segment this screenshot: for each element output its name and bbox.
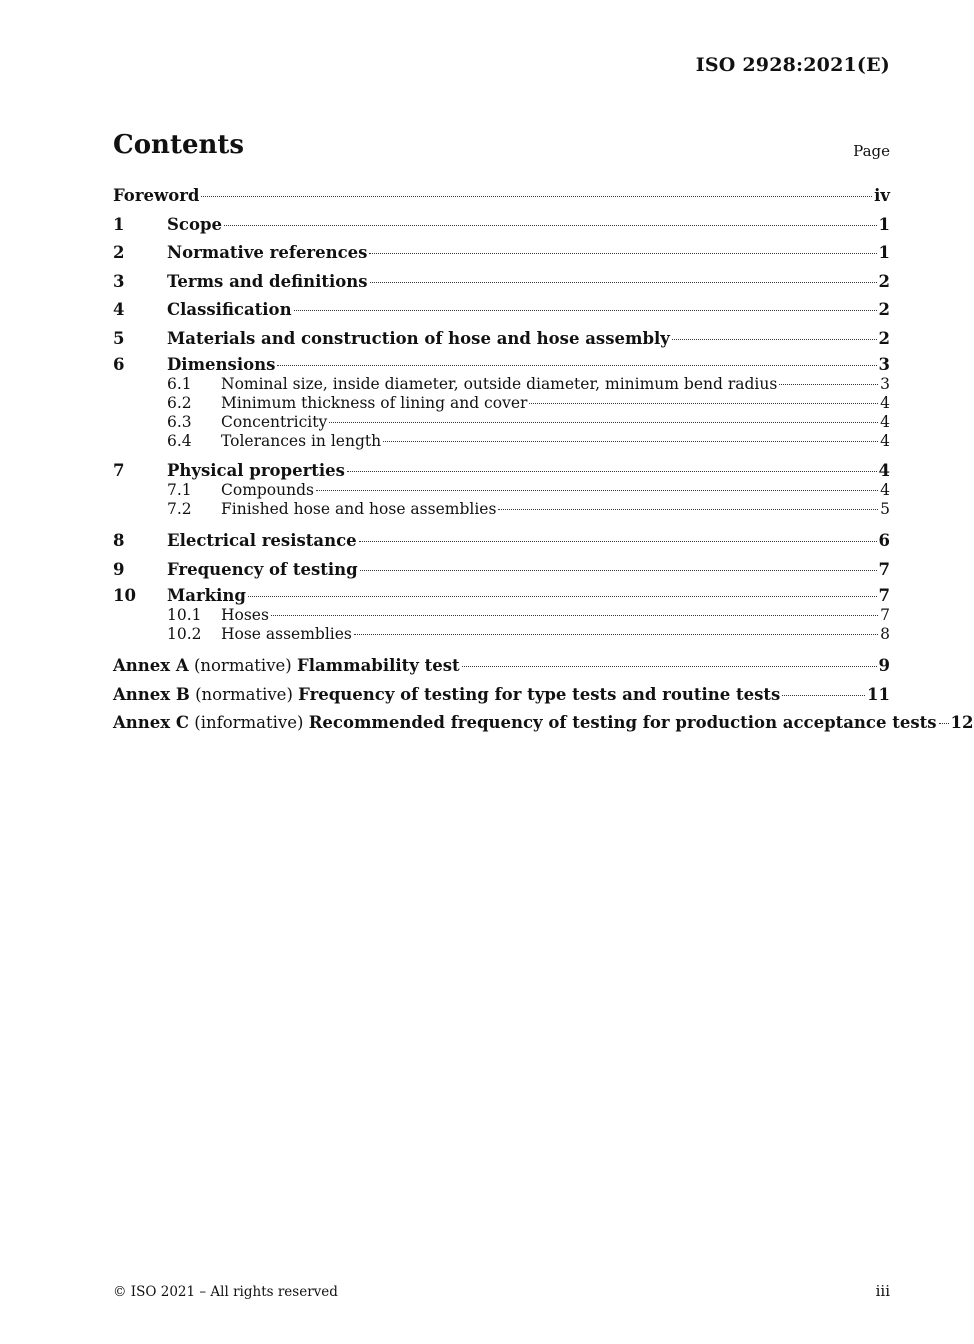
toc-entry-scope[interactable] bbox=[113, 213, 890, 242]
dot-leader bbox=[779, 384, 878, 385]
page-column-label: Page bbox=[853, 142, 890, 160]
toc-entry-title: Nominal size, inside diameter, outside diameter, minimum bend radius bbox=[221, 375, 778, 393]
dot-leader bbox=[383, 441, 878, 442]
toc-entry-page: 3 bbox=[878, 355, 890, 374]
toc-entry-number: 3 bbox=[113, 271, 125, 291]
toc-entry-number: 6.2 bbox=[167, 394, 192, 412]
annex-title: Frequency of testing for type tests and routine tests bbox=[298, 684, 781, 704]
toc-subentry-6-3[interactable] bbox=[113, 413, 890, 432]
toc-entry-number: 8 bbox=[113, 531, 125, 550]
annex-label: Annex C bbox=[113, 713, 190, 732]
toc-entry-page: 3 bbox=[880, 375, 890, 393]
toc-entry-title bbox=[113, 711, 937, 735]
toc-entry-title: Foreword bbox=[113, 186, 200, 205]
toc-entry-title: Classification bbox=[167, 300, 292, 319]
toc-entry-title: Compounds bbox=[221, 481, 314, 499]
toc-entry-number: 10 bbox=[113, 586, 136, 605]
dot-leader bbox=[529, 403, 878, 404]
toc-entry-title: Physical properties bbox=[167, 461, 345, 480]
toc-entry-page: 4 bbox=[878, 461, 890, 480]
toc-entry-number: 9 bbox=[113, 559, 125, 579]
toc-entry-dimensions[interactable] bbox=[113, 355, 890, 375]
toc-entry-page: 1 bbox=[878, 214, 890, 234]
toc-entry-page: 12 bbox=[950, 713, 974, 732]
toc-entry-page: 5 bbox=[880, 500, 890, 518]
toc-entry-title: Scope bbox=[167, 214, 223, 234]
dot-leader bbox=[224, 225, 877, 226]
dot-leader bbox=[370, 282, 877, 283]
annex-label: Annex B bbox=[113, 684, 190, 704]
toc-entry-annex-b[interactable] bbox=[113, 683, 890, 712]
toc-entry-title: Tolerances in length bbox=[221, 432, 382, 450]
toc-entry-number: 7 bbox=[113, 461, 125, 480]
dot-leader bbox=[277, 365, 876, 366]
toc-entry-number: 1 bbox=[113, 214, 125, 234]
toc-entry-number: 6 bbox=[113, 355, 125, 374]
dot-leader bbox=[354, 634, 878, 635]
toc-entry-number: 6.3 bbox=[167, 413, 192, 431]
toc-entry-physical-properties[interactable] bbox=[113, 461, 890, 481]
toc-entry-number: 7.2 bbox=[167, 500, 192, 518]
toc-entry-page: 4 bbox=[880, 413, 890, 431]
toc-entry-page: iv bbox=[874, 186, 890, 205]
toc-entry-number: 6.4 bbox=[167, 432, 192, 450]
toc-entry-number: 4 bbox=[113, 300, 125, 319]
annex-label: Annex A bbox=[113, 656, 189, 675]
toc-entry-title: Electrical resistance bbox=[167, 531, 357, 550]
toc-entry-page: 4 bbox=[880, 394, 890, 412]
document-id: ISO 2928:2021(E) bbox=[695, 54, 890, 76]
toc-entry-number: 5 bbox=[113, 328, 125, 348]
toc-entry-foreword[interactable] bbox=[113, 184, 890, 213]
annex-title: Recommended frequency of testing for production acceptance tests bbox=[308, 713, 937, 732]
toc-entry-page: 1 bbox=[878, 243, 890, 262]
dot-leader bbox=[347, 471, 877, 472]
toc-entry-title: Normative references bbox=[167, 243, 368, 262]
toc-entry-marking[interactable] bbox=[113, 586, 890, 606]
toc-entry-terms-and-definitions[interactable] bbox=[113, 270, 890, 299]
dot-leader bbox=[462, 666, 877, 667]
toc-entry-title: Marking bbox=[167, 586, 246, 605]
toc-entry-title: Materials and construction of hose and hose assembly bbox=[167, 328, 670, 348]
dot-leader bbox=[782, 695, 865, 696]
dot-leader bbox=[316, 490, 878, 491]
toc-entry-page: 7 bbox=[880, 606, 890, 624]
dot-leader bbox=[672, 339, 877, 340]
dot-leader bbox=[939, 723, 949, 724]
page-number: iii bbox=[875, 1282, 890, 1300]
toc-entry-number: 2 bbox=[113, 243, 125, 262]
toc-entry-title: Dimensions bbox=[167, 355, 276, 374]
toc-entry-page: 8 bbox=[880, 625, 890, 643]
toc-entry-normative-references[interactable] bbox=[113, 241, 890, 270]
toc-entry-title bbox=[113, 683, 780, 707]
copyright-notice: © ISO 2021 – All rights reserved bbox=[113, 1284, 338, 1300]
toc-subentry-6-1[interactable] bbox=[113, 375, 890, 394]
toc-entry-page: 2 bbox=[878, 300, 890, 319]
annex-type: (informative) bbox=[194, 713, 304, 732]
dot-leader bbox=[201, 196, 872, 197]
toc-entry-classification[interactable] bbox=[113, 298, 890, 327]
toc-entry-title: Frequency of testing bbox=[167, 559, 358, 579]
dot-leader bbox=[294, 310, 877, 311]
toc-entry-title: Minimum thickness of lining and cover bbox=[221, 394, 528, 412]
toc-entry-title bbox=[113, 654, 460, 678]
dot-leader bbox=[359, 541, 877, 542]
toc-entry-number: 7.1 bbox=[167, 481, 192, 499]
toc-entry-title: Concentricity bbox=[221, 413, 328, 431]
toc-entry-title: Hose assemblies bbox=[221, 625, 352, 643]
toc-entry-page: 4 bbox=[880, 432, 890, 450]
contents-heading: Contents bbox=[113, 130, 245, 160]
toc-entry-number: 6.1 bbox=[167, 375, 192, 393]
toc-subentry-6-4[interactable] bbox=[113, 432, 890, 451]
toc-entry-number: 10.1 bbox=[167, 606, 202, 624]
toc-entry-electrical-resistance[interactable] bbox=[113, 529, 890, 558]
toc-entry-page: 4 bbox=[880, 481, 890, 499]
toc-entry-title: Terms and definitions bbox=[167, 271, 368, 291]
toc-entry-page: 2 bbox=[878, 328, 890, 348]
toc-entry-annex-a[interactable] bbox=[113, 654, 890, 683]
table-of-contents bbox=[113, 184, 974, 740]
annex-title: Flammability test bbox=[297, 656, 460, 675]
toc-subentry-10-1[interactable] bbox=[113, 606, 890, 625]
dot-leader bbox=[360, 570, 877, 571]
toc-entry-annex-c[interactable] bbox=[113, 711, 974, 740]
toc-entry-page: 11 bbox=[867, 684, 890, 704]
toc-subentry-7-2[interactable] bbox=[113, 500, 890, 519]
toc-entry-page: 2 bbox=[878, 271, 890, 291]
toc-entry-title: Hoses bbox=[221, 606, 269, 624]
dot-leader bbox=[369, 253, 876, 254]
toc-entry-number: 10.2 bbox=[167, 625, 202, 643]
dot-leader bbox=[248, 596, 877, 597]
toc-entry-title: Finished hose and hose assemblies bbox=[221, 500, 497, 518]
annex-type: (normative) bbox=[193, 656, 292, 675]
dot-leader bbox=[271, 615, 878, 616]
toc-subentry-10-2[interactable] bbox=[113, 625, 890, 644]
toc-subentry-6-2[interactable] bbox=[113, 394, 890, 413]
toc-subentry-7-1[interactable] bbox=[113, 481, 890, 500]
toc-entry-page: 7 bbox=[878, 559, 890, 579]
toc-entry-page: 6 bbox=[878, 531, 890, 550]
dot-leader bbox=[498, 509, 878, 510]
toc-entry-frequency-of-testing[interactable] bbox=[113, 558, 890, 587]
toc-entry-page: 9 bbox=[878, 656, 890, 675]
annex-type: (normative) bbox=[195, 684, 293, 704]
toc-entry-materials[interactable] bbox=[113, 327, 890, 356]
dot-leader bbox=[329, 422, 878, 423]
toc-entry-page: 7 bbox=[878, 586, 890, 605]
